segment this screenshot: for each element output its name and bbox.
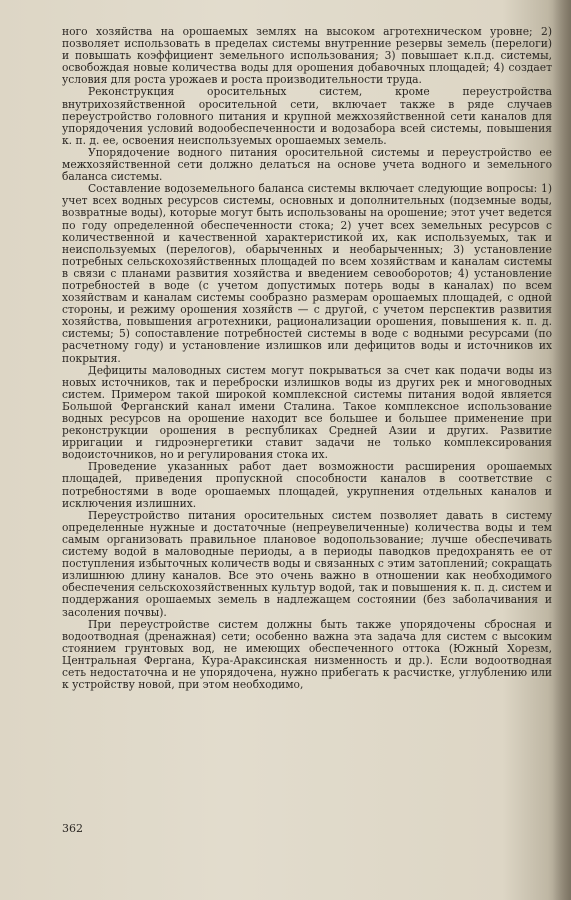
- page-number: 362: [62, 822, 83, 835]
- paragraph: Проведение указанных работ дает возможности расширения орошаемых площадей, приведения пропускной способности каналов в соответствие с потребностями в воде орошаемых площадей, укрупнения отдельных каналов и исключения излишних.: [62, 460, 552, 510]
- paragraph: Переустройство питания оросительных систем позволяет давать в систему определенные нужные и достаточные (непреувеличенные) количества воды и тем самым организовать правильное плановое водопользование; лучше обеспечивать систему водой в маловодные периоды, а в периоды паводков предохранять ее от поступления избыточных количеств воды и связанных с этим затоплений; сокращать излишнюю длину каналов. Все это очень важно в отношении как необходимого обеспечения сельскохозяйственных культур водой, так и повышения к. п. д. систем и поддержания орошаемых земель в надлежащем состоянии (без заболачивания и засоления почвы).: [62, 508, 552, 619]
- paragraph: Реконструкция оросительных систем, кроме переустройства внутрихозяйственной оросительной сети, включает также в ряде случаев переустройство головного питания и крупной межхозяйственной сети каналов для упорядочения условий водообеспеченности и водозабора всей системы, повышения к. п. д. ее, освоения неиспользуемых орошаемых земель.: [62, 85, 552, 147]
- paragraph: ного хозяйства на орошаемых землях на высоком агротехническом уровне; 2) позволяет использовать в пределах системы внутренние резервы земель (перелоги) и повышать коэффициент земельного использования; 3) повышает к.п.д. системы, освобождая новые количества воды для орошения добавочных площадей; 4) создает условия для роста урожаев и роста производительности труда.: [62, 25, 552, 87]
- page-body-text: [62, 26, 552, 691]
- paragraph: Упорядочение водного питания оросительной системы и переустройство ее межхозяйственной сети должно делаться на основе учета водного и земельного баланса системы.: [62, 145, 552, 184]
- paragraph: Составление водоземельного баланса системы включает следующие вопросы: 1) учет всех водных ресурсов системы, основных и дополнительных (подземные воды, возвратные воды), которые могут быть использованы на орошение; этот учет ведется по году определенной обеспеченности стока; 2) учет всех земельных ресурсов с количественной и качественной характеристикой их, как используемых, так и неиспользуемых (перелогов), обарыченных и необарыченных; 3) установление потребных сельскохозяйственных площадей по всем хозяйствам и каналам системы в связи с планами развития хозяйства и введением севооборотов; 4) установление потребностей в воде (с учетом допустимых потерь воды в каналах) по всем хозяйствам и каналам системы сообразно размерам орошаемых площадей, с одной стороны, и режиму орошения хозяйств — с другой, с учетом перспектив развития хозяйства, повышения агротехники, рационализации орошения, повышения к. п. д. системы; 5) сопоставление потребностей системы в воде с водными ресурсами (по расчетному году) и установление излишков или дефицитов воды и источников их покрытия.: [62, 182, 552, 365]
- paragraph: Дефициты маловодных систем могут покрываться за счет как подачи воды из новых источников, так и переброски излишков воды из других рек и многоводных систем. Примером такой широкой комплексной системы питания водой является Большой Ферганский канал имени Сталина. Такое комплексное использование водных ресурсов на орошение находит все большее и большее применение при реконструкции орошения в республиках Средней Азии и других. Развитие ирригации и гидроэнергетики ставит задачи не только комплексирования водоисточников, но и регулирования стока их.: [62, 363, 552, 462]
- paragraph: При переустройстве систем должны быть также упорядочены сбросная и водоотводная (дренажная) сети; особенно важна эта задача для систем с высоким стоянием грунтовых вод, не имеющих обеспеченного оттока (Южный Хорезм, Центральная Фергана, Кура-Араксинская низменность и др.). Если водоотводная сеть недостаточна и не упорядочена, нужно прибегать к расчистке, углублению или к устройству новой, при этом необходимо,: [62, 617, 552, 692]
